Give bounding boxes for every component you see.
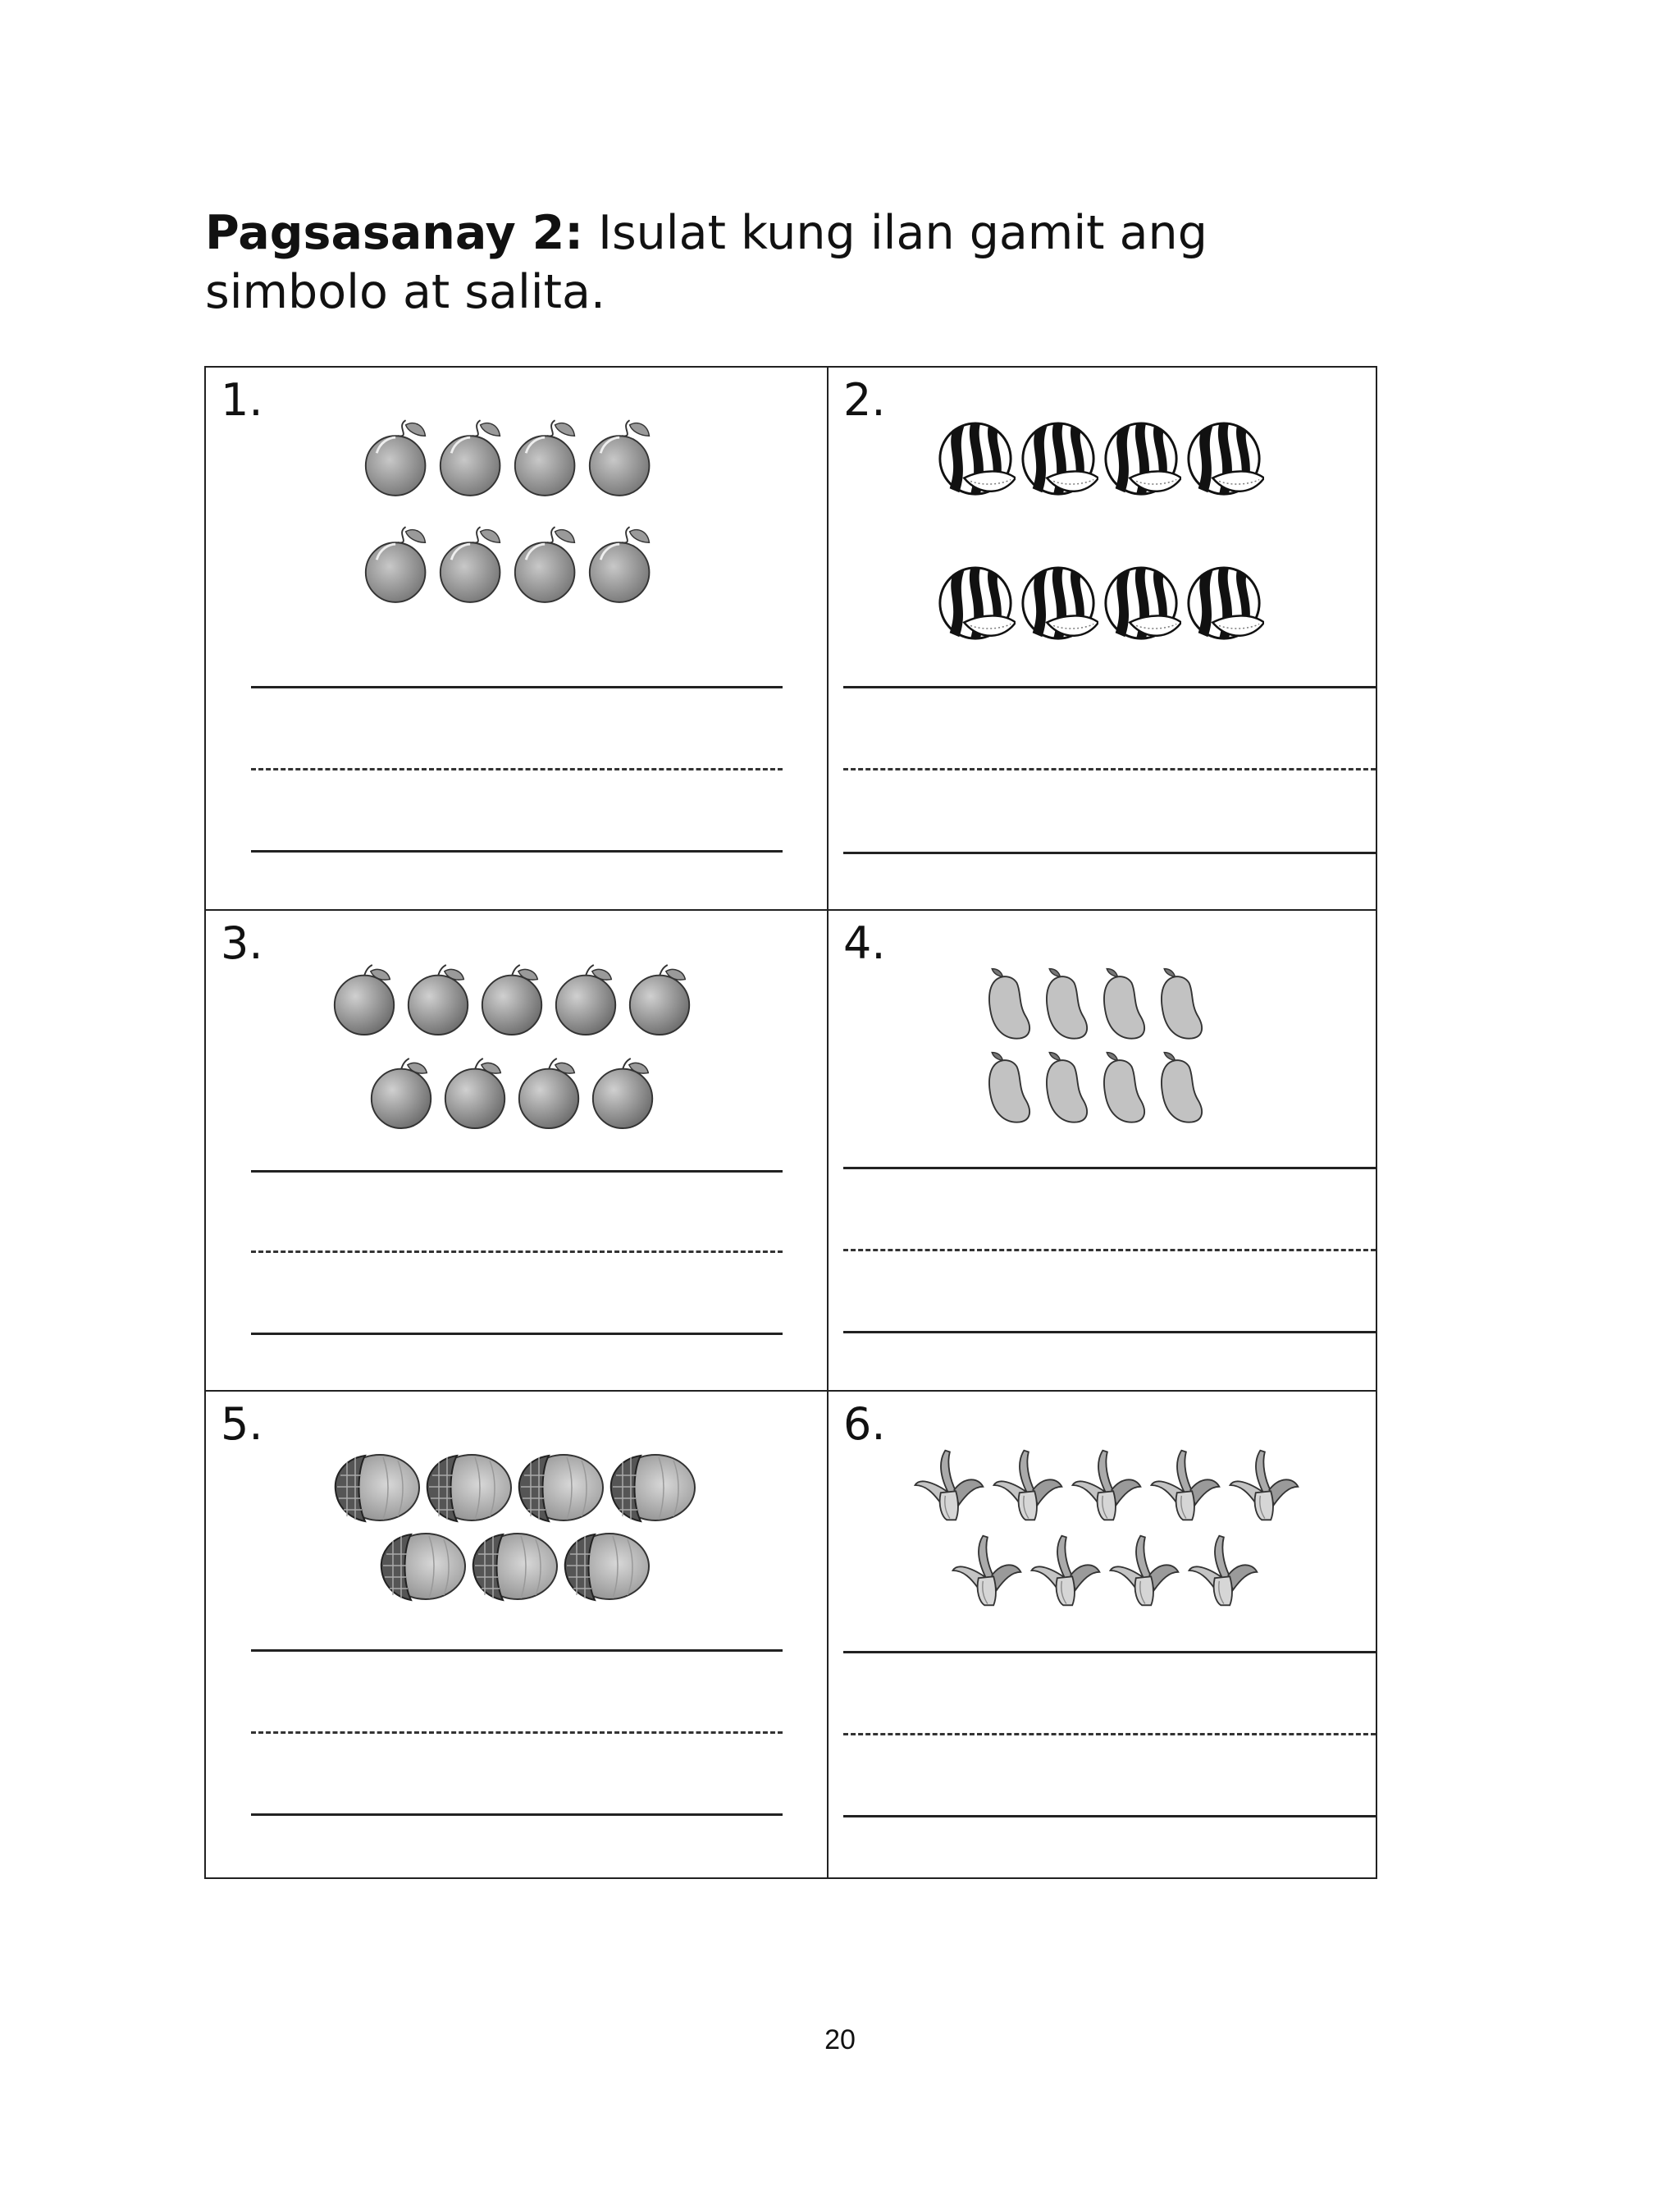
orange-icon: [593, 1058, 652, 1128]
writing-line-middle[interactable]: [843, 1733, 1376, 1735]
banana-group: [829, 1392, 1376, 1877]
guava-icon: [366, 527, 426, 602]
banana-icon: [1032, 1536, 1100, 1606]
orange-icon: [556, 965, 615, 1035]
writing-line-bottom[interactable]: [843, 1815, 1376, 1817]
melon-icon: [427, 1455, 511, 1521]
writing-line-bottom[interactable]: [843, 852, 1376, 854]
writing-line-top[interactable]: [843, 1167, 1376, 1169]
instruction-text: Isulat kung ilan gamit ang simbolo at salita.: [205, 206, 1208, 319]
writing-line-top[interactable]: [251, 1170, 783, 1173]
guava-icon: [590, 420, 650, 496]
watermelon-icon: [1106, 423, 1181, 494]
writing-line-top[interactable]: [843, 1651, 1376, 1653]
banana-icon: [994, 1451, 1062, 1520]
orange-icon: [482, 965, 541, 1035]
melon-icon: [611, 1455, 695, 1521]
banana-icon: [1230, 1451, 1299, 1520]
exercise-cell-3: [206, 911, 827, 1390]
mango-icon: [989, 969, 1029, 1039]
exercise-cell-1: [206, 368, 827, 909]
writing-line-middle[interactable]: [251, 1250, 783, 1253]
watermelon-icon: [940, 423, 1016, 494]
banana-icon: [915, 1451, 984, 1520]
exercise-number: 3.: [221, 917, 263, 969]
melon-icon: [381, 1534, 465, 1600]
writing-line-middle[interactable]: [251, 768, 783, 770]
mango-icon: [989, 1053, 1029, 1122]
guava-icon: [515, 420, 575, 496]
melon-group: [206, 1392, 827, 1877]
guava-group: [206, 368, 827, 909]
orange-icon: [372, 1058, 431, 1128]
guava-icon: [441, 527, 500, 602]
melon-icon: [519, 1455, 603, 1521]
page-number: 20: [824, 2024, 856, 2055]
banana-icon: [1111, 1536, 1179, 1606]
banana-icon: [1152, 1451, 1220, 1520]
banana-icon: [953, 1536, 1021, 1606]
melon-icon: [565, 1534, 649, 1600]
mango-icon: [1162, 969, 1202, 1039]
guava-icon: [590, 527, 650, 602]
orange-icon: [519, 1058, 578, 1128]
writing-line-bottom[interactable]: [843, 1331, 1376, 1333]
exercise-number: 1.: [221, 374, 263, 426]
melon-icon: [336, 1455, 419, 1521]
exercise-cell-2: [829, 368, 1376, 909]
exercise-number: 4.: [843, 917, 886, 969]
guava-icon: [515, 527, 575, 602]
exercise-number: 6.: [843, 1398, 886, 1450]
orange-icon: [630, 965, 689, 1035]
watermelon-icon: [1189, 568, 1264, 638]
exercise-cell-4: [829, 911, 1376, 1390]
watermelon-icon: [1106, 568, 1181, 638]
banana-icon: [1073, 1451, 1141, 1520]
writing-line-middle[interactable]: [843, 1249, 1376, 1251]
orange-icon: [335, 965, 394, 1035]
watermelon-group: [829, 368, 1376, 909]
watermelon-icon: [1023, 568, 1098, 638]
guava-icon: [366, 420, 426, 496]
exercise-cell-5: [206, 1392, 827, 1877]
writing-line-middle[interactable]: [843, 768, 1376, 770]
banana-icon: [1189, 1536, 1258, 1606]
mango-group: [829, 911, 1376, 1390]
mango-icon: [1047, 1053, 1087, 1122]
writing-line-bottom[interactable]: [251, 1333, 783, 1335]
watermelon-icon: [940, 568, 1016, 638]
orange-group: [206, 911, 827, 1390]
writing-line-bottom[interactable]: [251, 850, 783, 853]
orange-icon: [445, 1058, 504, 1128]
watermelon-icon: [1023, 423, 1098, 494]
instruction-title: [205, 203, 1403, 322]
orange-icon: [409, 965, 468, 1035]
exercise-number: 2.: [843, 374, 886, 426]
watermelon-icon: [1189, 423, 1264, 494]
exercise-number: 5.: [221, 1398, 263, 1450]
mango-icon: [1162, 1053, 1202, 1122]
writing-line-top[interactable]: [843, 686, 1376, 688]
mango-icon: [1047, 969, 1087, 1039]
exercise-label: Pagsasanay 2:: [205, 206, 584, 260]
guava-icon: [441, 420, 500, 496]
writing-line-top[interactable]: [251, 686, 783, 688]
melon-icon: [473, 1534, 557, 1600]
exercise-cell-6: [829, 1392, 1376, 1877]
writing-line-bottom[interactable]: [251, 1813, 783, 1816]
mango-icon: [1104, 969, 1144, 1039]
writing-line-middle[interactable]: [251, 1731, 783, 1734]
writing-line-top[interactable]: [251, 1649, 783, 1652]
mango-icon: [1104, 1053, 1144, 1122]
